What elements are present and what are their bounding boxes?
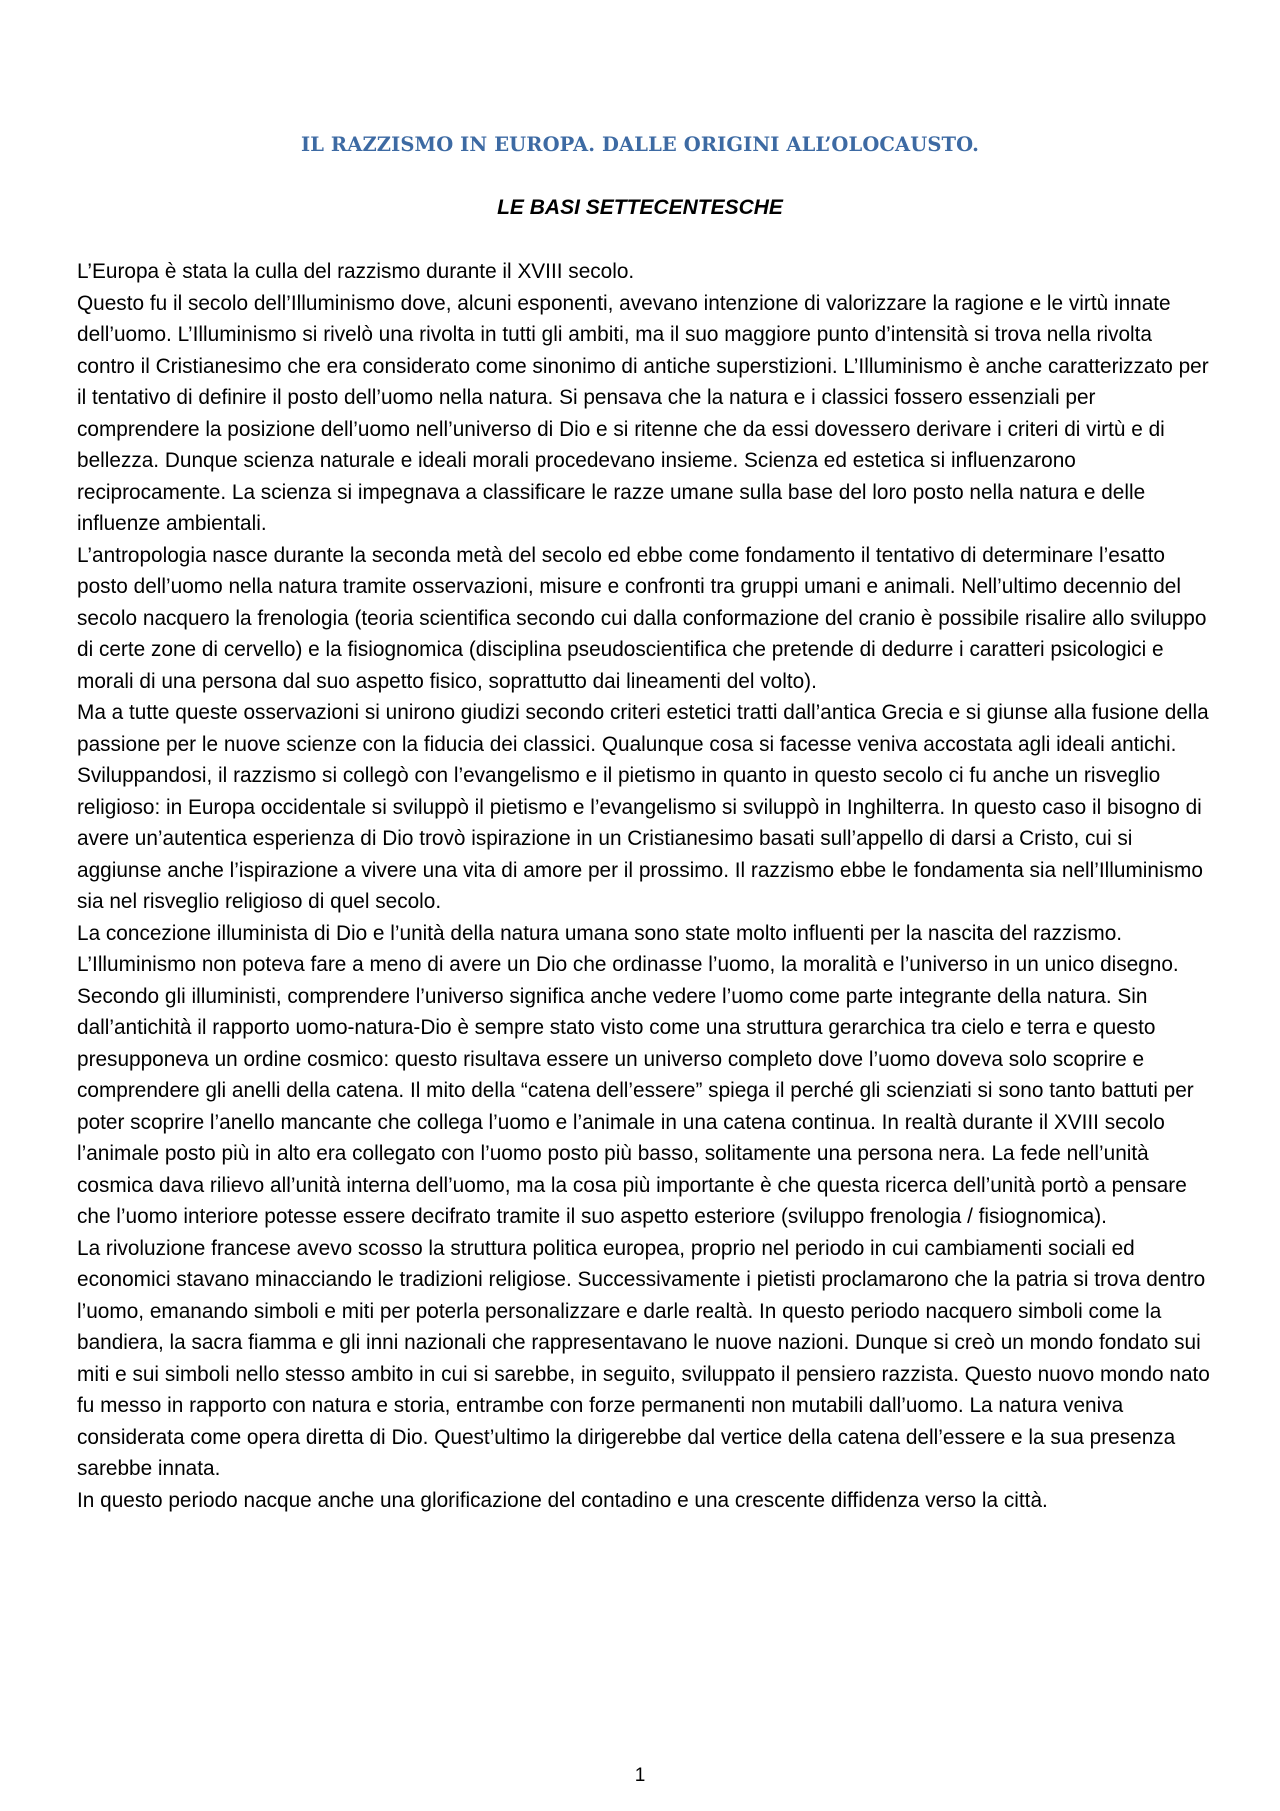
paragraph: Ma a tutte queste osservazioni si unirono giudizi secondo criteri estetici tratti dall’antica Grecia e si giunse alla fusione della passione per le nuove scienze con la fiducia dei classici. Qualunque cosa si facesse veniva accostata agli ideali antichi. (77, 701, 1209, 756)
paragraph: Questo fu il secolo dell’Illuminismo dove, alcuni esponenti, avevano intenzione di valorizzare la ragione e le virtù innate dell’uomo. L’Illuminismo si rivelò una rivolta in tutti gli ambiti, ma il suo maggiore punto d’intensità si trova nella rivolta contro il Cristianesimo che era considerato come sinonimo di antiche superstizioni. L’Illuminismo è anche caratterizzato per il tentativo di definire il posto dell’uomo nella natura. Si pensava che la natura e i classici fossero essenziali per comprendere la posizione dell’uomo nell’universo di Dio e si ritenne che da essi dovessero derivare i criteri di virtù e di bellezza. Dunque scienza naturale e ideali morali procedevano insieme. Scienza ed estetica si influenzarono reciprocamente. La scienza si impegnava a classificare le razze umane sulla base del loro posto nella natura e delle influenze ambientali. (77, 291, 1209, 535)
document-title: IL RAZZISMO IN EUROPA. DALLE ORIGINI ALL’OLOCAUSTO. (300, 133, 979, 156)
document-body (77, 256, 1212, 1516)
page-number: 1 (634, 1765, 646, 1786)
section-title: LE BASI SETTECENTESCHE (497, 196, 783, 219)
paragraph: In questo periodo nacque anche una glorificazione del contadino e una crescente diffidenza verso la città. (77, 1488, 1048, 1512)
paragraph: La rivoluzione francese avevo scosso la struttura politica europea, proprio nel periodo in cui cambiamenti sociali ed economici stavano minacciando le tradizioni religiose. Successivamente i pietisti proclamarono che la patria si trova dentro l’uomo, emanando simboli e miti per poterla personalizzare e darle realtà. In questo periodo nacquero simboli come la bandiera, la sacra fiamma e gli inni nazionali che rappresentavano le nuove nazioni. Dunque si creò un mondo fondato sui miti e sui simboli nello stesso ambito in cui si sarebbe, in seguito, sviluppato il pensiero razzista. Questo nuovo mondo nato fu messo in rapporto con natura e storia, entrambe con forze permanenti non mutabili dall’uomo. La natura veniva considerata come opera diretta di Dio. Quest’ultimo la dirigerebbe dal vertice della catena dell’essere e la sua presenza sarebbe innata. (77, 1236, 1210, 1480)
paragraph: L’Europa è stata la culla del razzismo durante il XVIII secolo. (77, 260, 635, 283)
paragraph: La concezione illuminista di Dio e l’unità della natura umana sono state molto influenti per la nascita del razzismo. L’Illuminismo non poteva fare a meno di avere un Dio che ordinasse l’uomo, la moralità e l’universo in un unico disegno. Secondo gli illuministi, comprendere l’universo significa anche vedere l’uomo come parte integrante della natura. Sin dall’antichità il rapporto uomo-natura-Dio è sempre stato visto come una struttura gerarchica tra cielo e terra e questo presupponeva un ordine cosmico: questo risultava essere un universo completo dove l’uomo doveva solo scoprire e comprendere gli anelli della catena. Il mito della “catena dell’essere” spiega il perché gli scienziati si sono tanto battuti per poter scoprire l’anello mancante che collega l’uomo e l’animale in una catena continua. In realtà durante il XVIII secolo l’animale posto più in alto era collegato con l’uomo posto più basso, solitamente una persona nera. La fede nell’unità cosmica dava rilievo all’unità interna dell’uomo, ma la cosa più importante è che questa ricerca dell’unità portò a pensare che l’uomo interiore potesse essere decifrato tramite il suo aspetto esteriore (sviluppo frenologia / fisiognomica). (77, 921, 1194, 1228)
paragraph: L’antropologia nasce durante la seconda metà del secolo ed ebbe come fondamento il tentativo di determinare l’esatto posto dell’uomo nella natura tramite osservazioni, misure e confronti tra gruppi umani e animali. Nell’ultimo decennio del secolo nacquero la frenologia (teoria scientifica secondo cui dalla conformazione del cranio è possibile risalire allo sviluppo di certe zone di cervello) e la fisiognomica (disciplina pseudoscientifica che pretende di dedurre i caratteri psicologici e morali di una persona dal suo aspetto fisico, soprattutto dai lineamenti del volto). (77, 543, 1207, 693)
paragraph: Sviluppandosi, il razzismo si collegò con l’evangelismo e il pietismo in quanto in questo secolo ci fu anche un risveglio religioso: in Europa occidentale si sviluppò il pietismo e l’evangelismo si sviluppò in Inghilterra. In questo caso il bisogno di avere un’autentica esperienza di Dio trovò ispirazione in un Cristianesimo basati sull’appello di darsi a Cristo, cui si aggiunse anche l’ispirazione a vivere una vita di amore per il prossimo. Il razzismo ebbe le fondamenta sia nell’Illuminismo sia nel risveglio religioso di quel secolo. (77, 764, 1203, 913)
